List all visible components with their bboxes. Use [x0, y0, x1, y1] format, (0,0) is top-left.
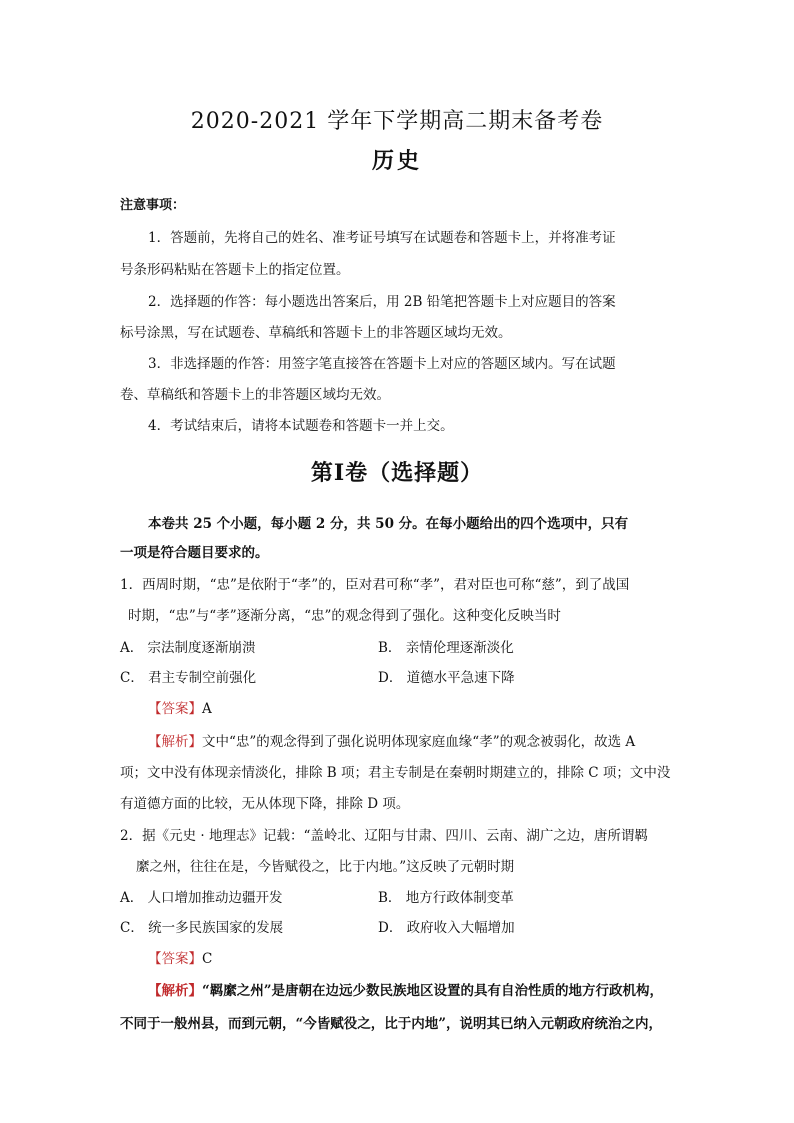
note-4-line-1: 4．考试结束后，请将本试题卷和答题卡一并上交。	[148, 418, 454, 434]
question-1-answer	[148, 697, 212, 717]
note-1-line-2: 号条形码粘贴在答题卡上的指定位置。	[120, 262, 350, 278]
question-1-line-1: 1．西周时期，“忠”是依附于“孝”的，臣对君可称“孝”，君对臣也可称“慈”，到了战国	[120, 577, 630, 593]
note-3-line-2: 卷、草稿纸和答题卡上的非答题区域均无效。	[120, 387, 390, 403]
analysis-label: 【解析】	[148, 983, 202, 999]
section-intro-line-2: 一项是符合题目要求的。	[120, 545, 269, 561]
question-2-option-b: B． 地方行政体制变革	[378, 890, 514, 906]
question-1-option-b: B． 亲情伦理逐渐淡化	[378, 640, 514, 656]
answer-value: C	[202, 951, 213, 967]
answer-label: 【答案】	[148, 951, 202, 967]
question-2-answer	[148, 947, 212, 967]
note-2-line-2: 标号涂黑，写在试题卷、草稿纸和答题卡上的非答题区域均无效。	[120, 325, 512, 341]
question-2-analysis-line-2: 不同于一般州县，而到元朝，“今皆赋役之，比于内地”，说明其已纳入元朝政府统治之内，	[120, 1016, 663, 1032]
question-1-option-a: A． 宗法制度逐渐崩溃	[120, 640, 256, 656]
analysis-label: 【解析】	[148, 734, 202, 750]
section-title: 第Ⅰ卷（选择题）	[310, 460, 484, 486]
notes-heading: 注意事项：	[120, 198, 186, 213]
question-2-line-2: 縻之州，往往在是，今皆赋役之，比于内地。”这反映了元朝时期	[136, 859, 515, 875]
answer-value: A	[202, 701, 212, 717]
question-1-option-d: D． 道德水平急速下降	[378, 670, 515, 686]
question-2-analysis-line-1	[148, 979, 663, 999]
note-2-line-1: 2．选择题的作答：每小题选出答案后，用 2B 铅笔把答题卡上对应题目的答案	[148, 294, 616, 310]
exam-title: 2020-2021 学年下学期高二期末备考卷	[190, 109, 604, 134]
question-1-analysis-line-2: 项；文中没有体现亲情淡化，排除 B 项；君主专制是在秦朝时期建立的，排除 C 项；文中没	[120, 765, 671, 781]
question-2-line-1: 2．据《元史 · 地理志》记载：“盖岭北、辽阳与甘肃、四川、云南、湖广之边，唐所谓羁	[120, 828, 648, 844]
subject-title: 历史	[371, 148, 422, 174]
question-1-line-2: 时期，“忠”与“孝”逐渐分离，“忠”的观念得到了强化。这种变化反映当时	[128, 608, 561, 624]
section-intro-line-1: 本卷共 25 个小题，每小题 2 分，共 50 分。在每小题给出的四个选项中，只有	[148, 516, 629, 532]
question-2-option-a: A． 人口增加推动边疆开发	[120, 890, 283, 906]
note-3-line-1: 3．非选择题的作答：用签字笔直接答在答题卡上对应的答题区域内。写在试题	[148, 356, 616, 372]
note-1-line-1: 1．答题前，先将自己的姓名、准考证号填写在试题卷和答题卡上，并将准考证	[148, 230, 616, 246]
analysis-text: 文中“忠”的观念得到了强化说明体现家庭血缘“孝”的观念被弱化，故选 A	[202, 734, 636, 750]
question-1-analysis-line-1	[148, 730, 635, 750]
question-1-option-c: C． 君主专制空前强化	[120, 670, 257, 686]
question-1-analysis-line-3: 有道德方面的比较，无从体现下降，排除 D 项。	[120, 796, 410, 812]
analysis-text: “羁縻之州”是唐朝在边远少数民族地区设置的具有自治性质的地方行政机构，	[202, 983, 664, 999]
question-2-option-c: C． 统一多民族国家的发展	[120, 920, 284, 936]
answer-label: 【答案】	[148, 701, 202, 717]
question-2-option-d: D． 政府收入大幅增加	[378, 920, 515, 936]
